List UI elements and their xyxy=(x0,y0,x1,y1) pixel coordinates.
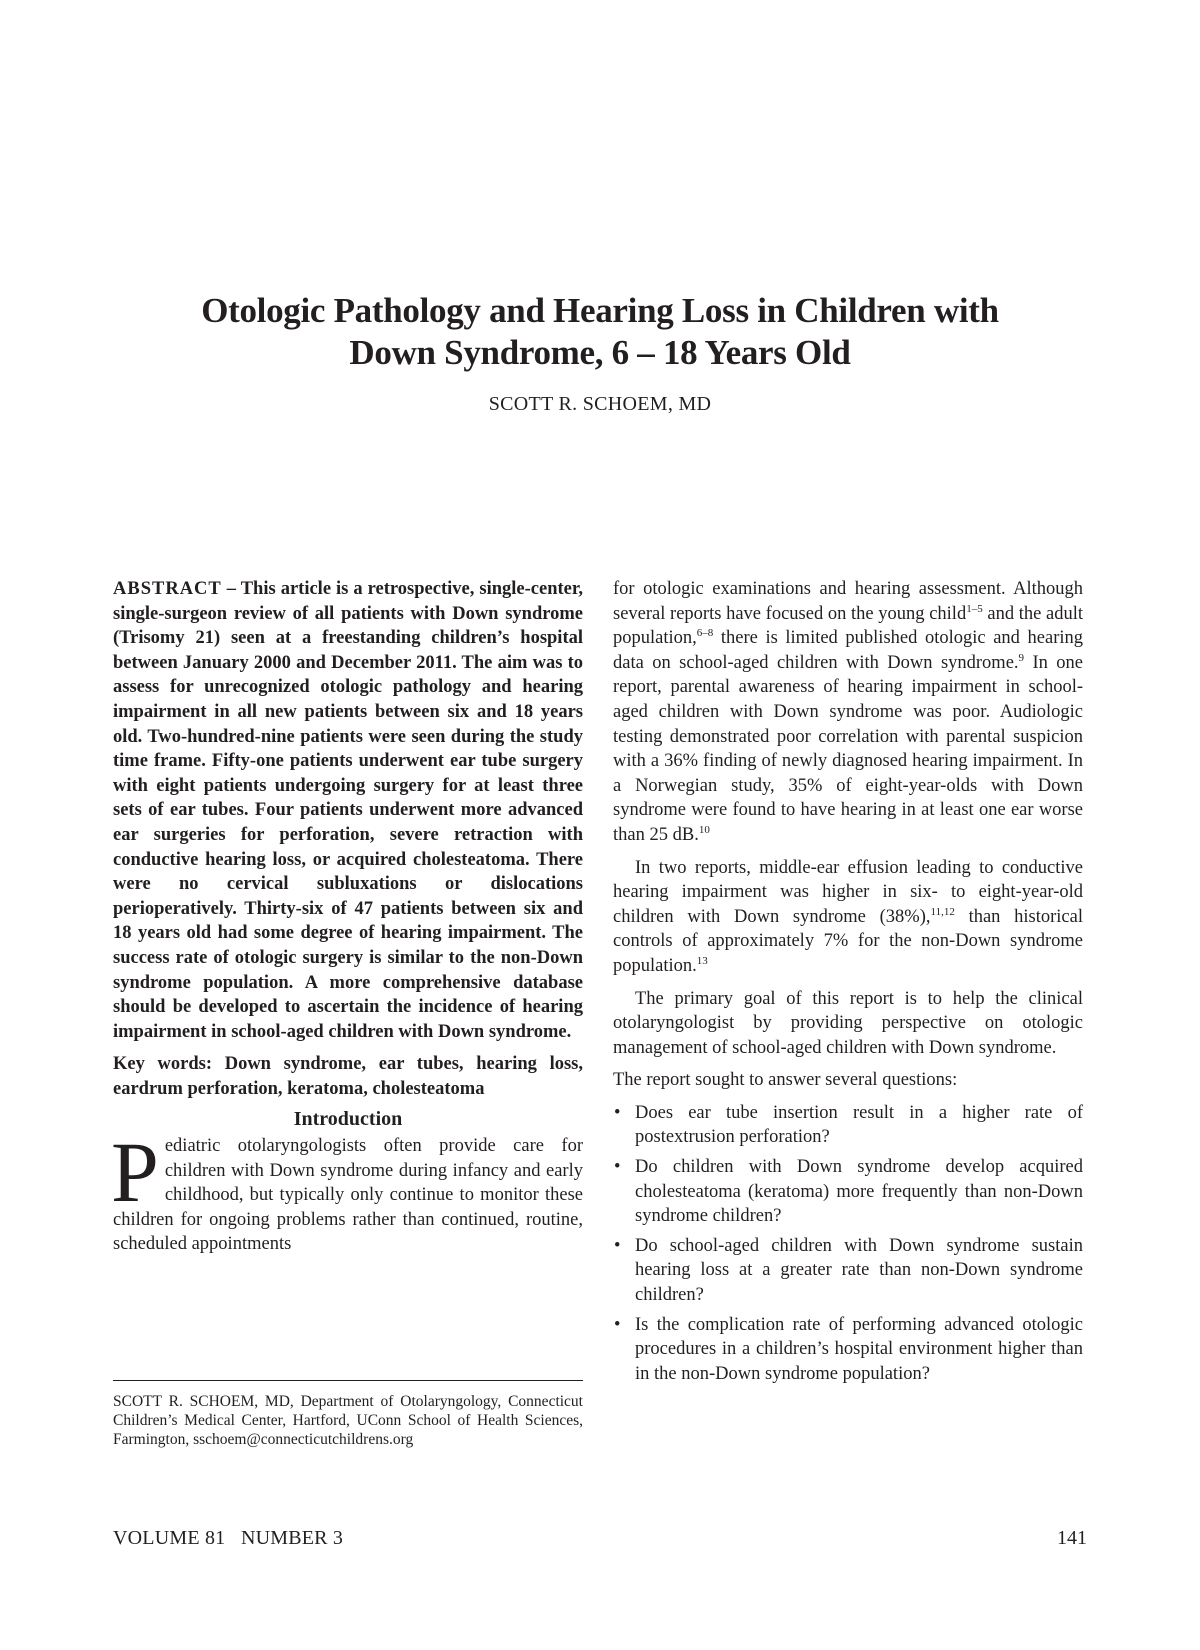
paragraph-text: In one report, parental awareness of hearing impairment in school-aged children with Down syndrome was poor. Audiologic testing demonstrated poor correlation with parental suspicion with a 36% finding of newly diagnosed hearing impairment. In a Norwegian study, 35% of eight-year-olds with Down syndrome were found to have hearing in at least one ear worse than 25 dB. xyxy=(613,652,1083,845)
article-title xyxy=(100,290,1100,374)
page-number: 141 xyxy=(1057,1527,1087,1549)
paragraph-text: and the adult population, xyxy=(613,603,1083,649)
introduction-paragraph-4: The report sought to answer several questions: xyxy=(613,1070,958,1091)
left-column xyxy=(113,577,583,1257)
abstract-label: ABSTRACT xyxy=(113,579,222,599)
journal-volume-issue: VOLUME 81 NUMBER 3 xyxy=(113,1527,344,1549)
paragraph-text: In two reports, middle-ear effusion leading to conductive hearing impairment was higher in six- to eight-year-old children with Down syndrome (38%), xyxy=(613,857,1083,927)
keywords: Key words: Down syndrome, ear tubes, hearing loss, eardrum perforation, keratoma, cholesteatoma xyxy=(113,1054,583,1099)
reference-superscript: 13 xyxy=(696,954,708,967)
reference-superscript: 1–5 xyxy=(966,602,983,615)
list-item: • Do children with Down syndrome develop acquired cholesteatoma (keratoma) more frequently than non-Down syndrome children? xyxy=(613,1155,1083,1229)
list-item: • Do school-aged children with Down syndrome sustain hearing loss at a greater rate than non-Down syndrome children? xyxy=(613,1234,1083,1308)
abstract-text: – This article is a retrospective, single-center, single-surgeon review of all patients with Down syndrome (Trisomy 21) seen at a freestanding children’s hospital between January 2000 and December 2011. The aim was to assess for unrecognized otologic pathology and hearing impairment in all new patients between six and 18 years old. Two-hundred-nine patients were seen during the study time frame. Fifty-one patients underwent ear tube surgery with eight patients undergoing surgery for at least three sets of ear tubes. Four patients underwent more advanced ear surgeries for perforation, severe retraction with conductive hearing loss, or acquired cholesteatoma. There were no cervical subluxations or dislocations perioperatively. Thirty-six of 47 patients between six and 18 years old had some degree of hearing impairment. The success rate of otologic surgery is similar to the non-Down syndrome population. A more comprehensive database should be developed to ascertain the incidence of hearing impairment in school-aged children with Down syndrome. xyxy=(113,579,583,1042)
paragraph-text: than historical controls of approximately 7% for the non-Down syndrome population. xyxy=(613,906,1083,976)
abstract xyxy=(113,577,583,1044)
introduction-paragraph-1 xyxy=(111,1124,583,1257)
reference-superscript: 6–8 xyxy=(696,627,714,640)
footnote-divider xyxy=(113,1380,583,1381)
article-title-line-1: Otologic Pathology and Hearing Loss in Children with xyxy=(201,291,999,330)
list-item: • Does ear tube insertion result in a higher rate of postextrusion perforation? xyxy=(613,1101,1083,1150)
article-title-line-2: Down Syndrome, 6 – 18 Years Old xyxy=(349,333,851,372)
introduction-paragraph-1-continued xyxy=(613,577,1083,848)
right-column xyxy=(613,577,1083,1391)
author-affiliation-footnote: SCOTT R. SCHOEM, MD, Department of Otolaryngology, Connecticut Children’s Medical Center, Hartford, UConn School of Health Sciences, Farmington, sschoem@connecticutchildrens.org xyxy=(113,1393,583,1448)
introduction-paragraph-3: The primary goal of this report is to help the clinical otolaryngologist by providing perspective on otologic management of school-aged children with Down syndrome. xyxy=(613,988,1083,1058)
drop-cap: P xyxy=(111,1124,159,1221)
introduction-paragraph-2 xyxy=(613,856,1083,979)
reference-superscript: 11,12 xyxy=(930,905,955,918)
reference-superscript: 9 xyxy=(1018,651,1025,664)
paragraph-text: there is limited published otologic and hearing data on school-aged children with Down syndrome. xyxy=(613,628,1083,673)
reference-superscript: 10 xyxy=(698,823,710,836)
question-list xyxy=(613,1101,1083,1387)
article-author: SCOTT R. SCHOEM, MD xyxy=(488,393,712,415)
paragraph-text: for otologic examinations and hearing assessment. Although several reports have focused on the young child xyxy=(613,579,1083,624)
list-item: • Is the complication rate of performing advanced otologic procedures in a children’s hospital environment higher than in the non-Down syndrome population? xyxy=(613,1313,1083,1387)
introduction-heading: Introduction xyxy=(293,1108,403,1131)
introduction-paragraph-1-start: ediatric otolaryngologists often provide care for children with Down syndrome during infancy and early childhood, but typically only continue to monitor these children for ongoing problems rather than continued, routine, scheduled appointments xyxy=(113,1136,583,1255)
